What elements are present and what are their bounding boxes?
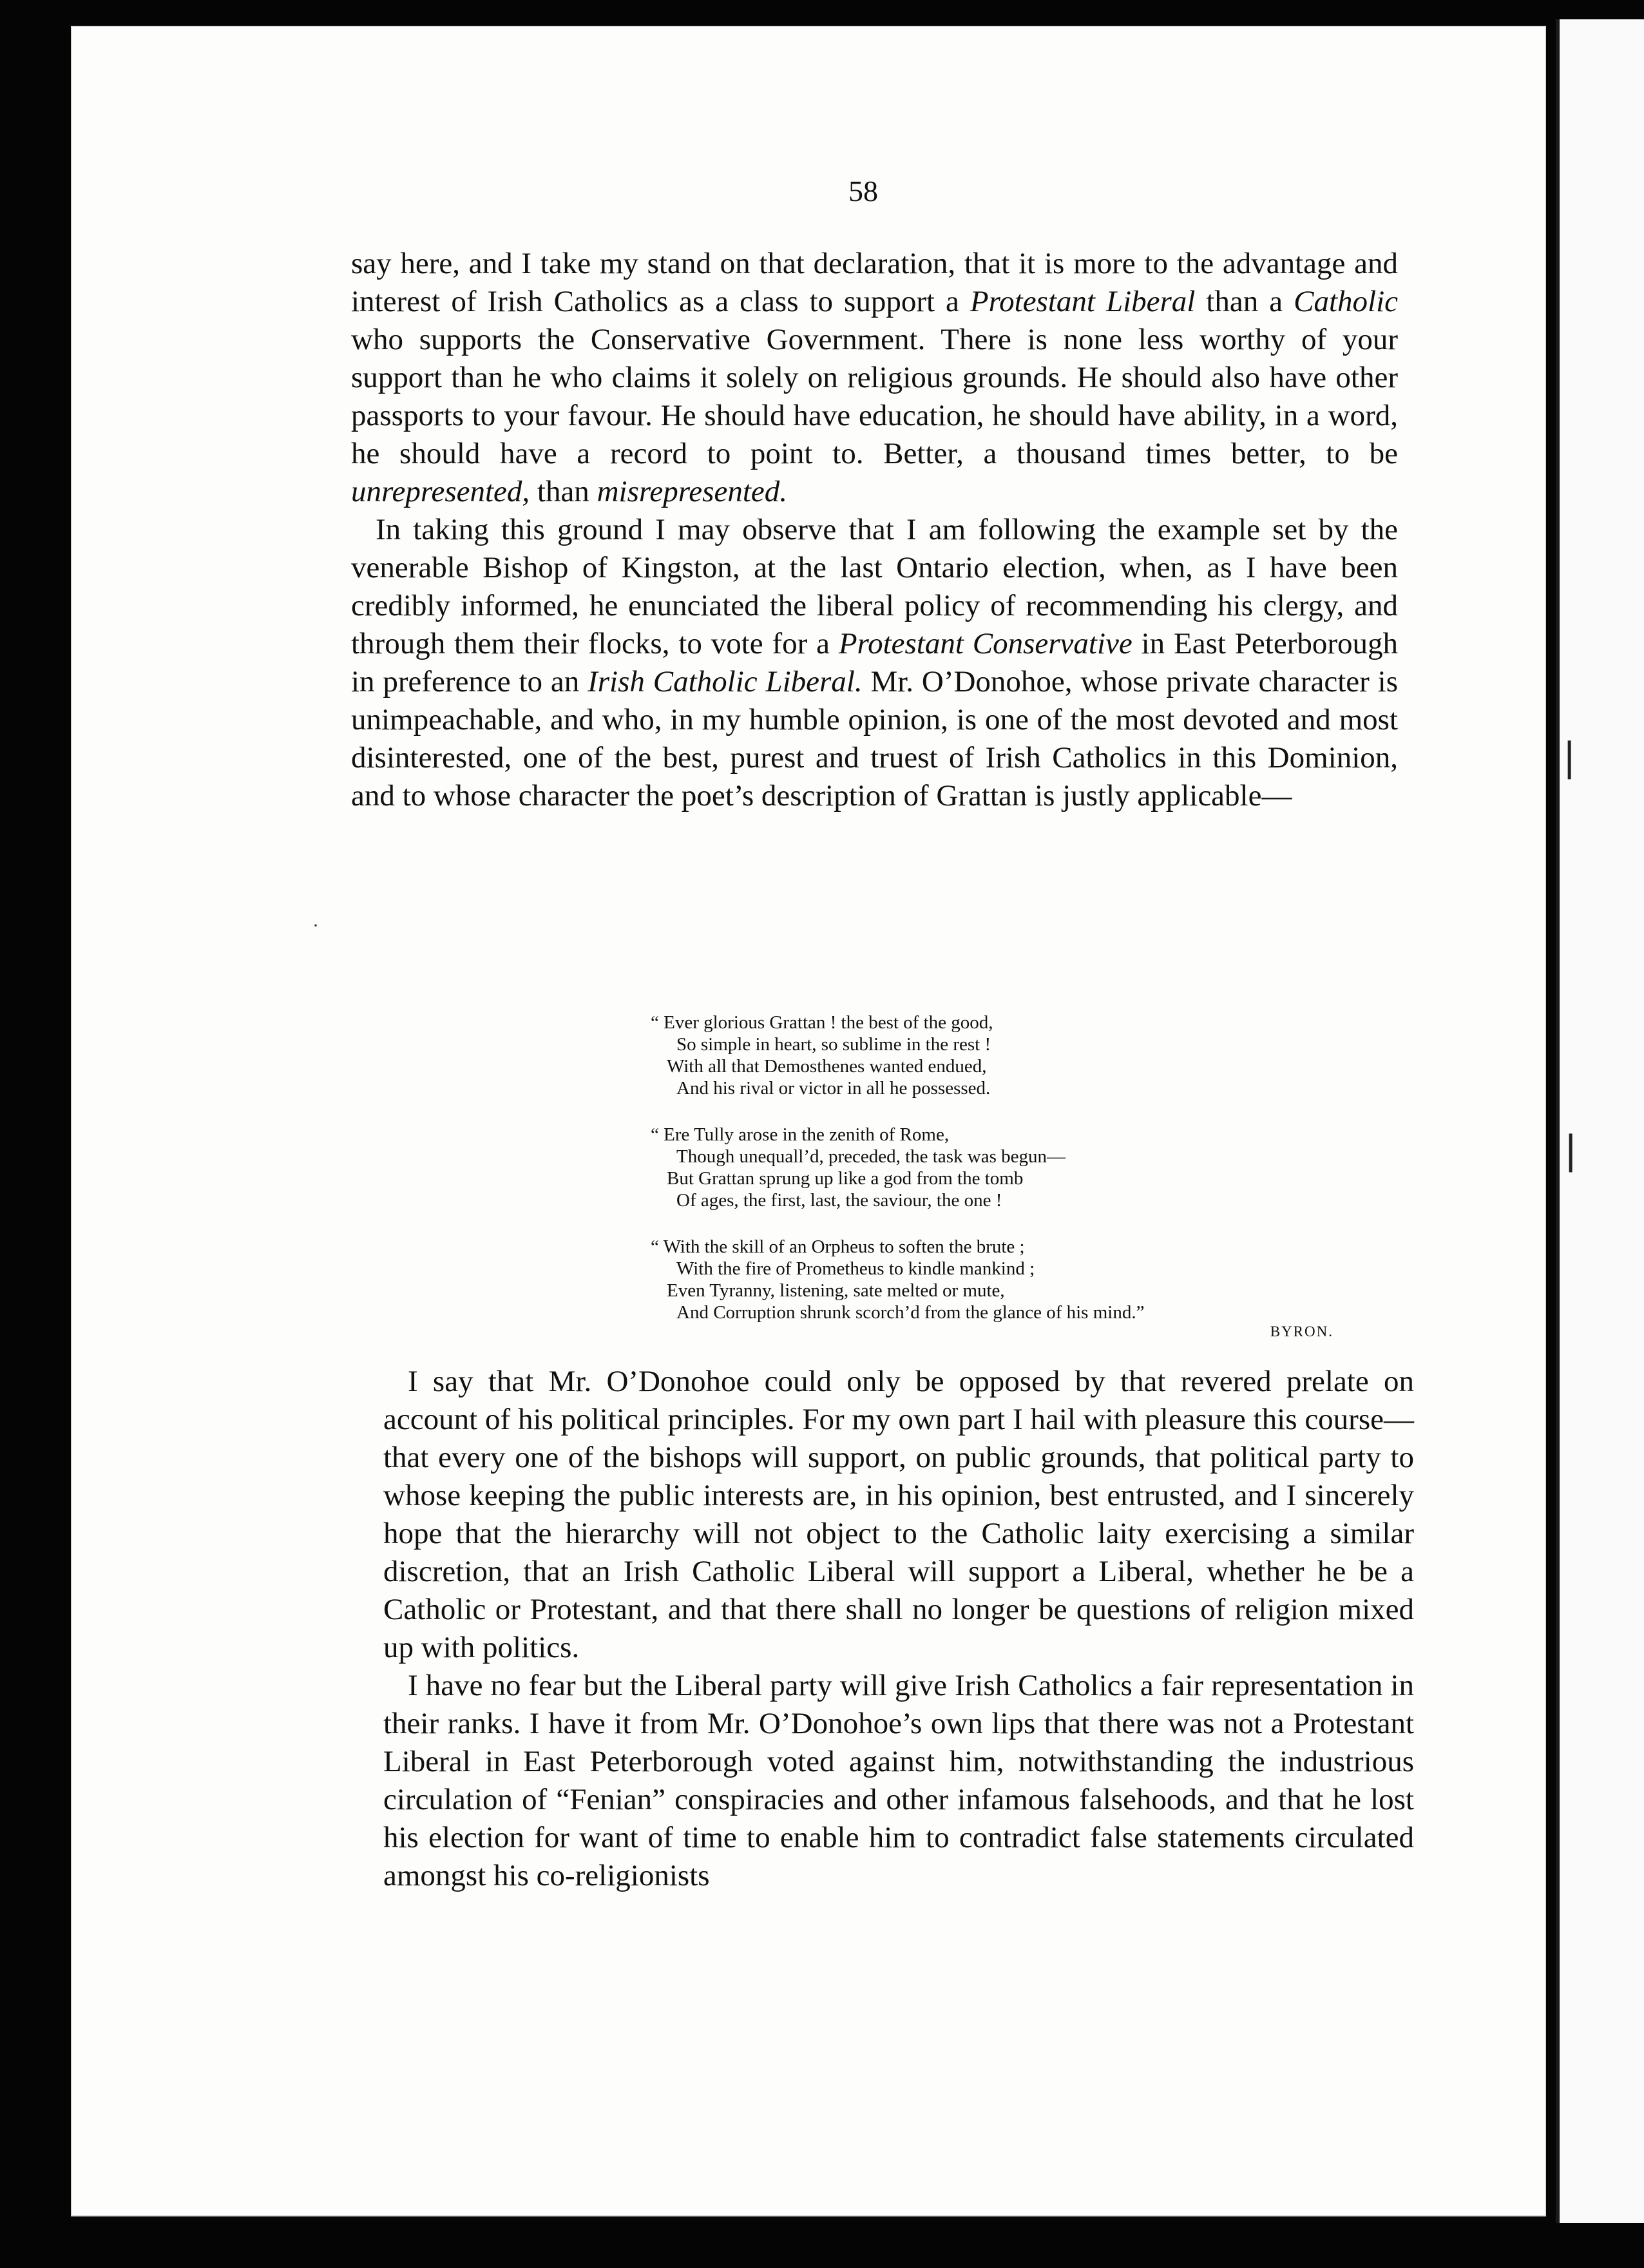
page-number: 58: [848, 175, 878, 207]
paragraph: [351, 511, 1398, 815]
text-run: than: [530, 475, 597, 508]
poem-line: “ With the skill of an Orpheus to soften the brute ;: [651, 1236, 1025, 1257]
italic-text: misrepresented.: [597, 475, 787, 508]
poem-stanza: [651, 1124, 1346, 1211]
edge-mark: ❘: [1553, 736, 1586, 778]
poem-line: With the fire of Prometheus to kindle mankind ;: [676, 1258, 1035, 1279]
poem-line: But Grattan sprung up like a god from the tomb: [667, 1168, 1024, 1189]
text-run: in East Peterborough in preference to an: [351, 627, 1398, 698]
text-run: Mr. O’Donohoe, whose private character is unimpeachable, and who, in my humble opinion, is one of the most devoted and most disinterested, one of the best, purest and truest of Irish Catholics in this Dominion, and to whose character the poet’s description of Grattan is justly applicable—: [351, 665, 1398, 812]
edge-mark: ❘: [1554, 1129, 1587, 1171]
poem-line: “ Ere Tully arose in the zenith of Rome,: [651, 1124, 950, 1145]
poem-line: And Corruption shrunk scorch’d from the glance of his mind.”: [676, 1302, 1145, 1323]
italic-text: Protestant Liberal: [970, 285, 1196, 318]
poem-line: “ Ever glorious Grattan ! the best of the good,: [651, 1012, 993, 1033]
paragraph: I say that Mr. O’Donohoe could only be opposed by that revered prelate on account of his political principles. For my own part I hail with pleasure this course—that every one of the bishops will support, on public grounds, that political party to whose keeping the public interests are, in his opinion, best entrusted, and I sincerely hope that the hierarchy will not object to the Catholic laity exercising a similar discretion, that an Irish Catholic Liberal will support a Liberal, whether he be a Catholic or Protestant, and that there shall no longer be questions of religion mixed up with politics.: [383, 1365, 1414, 1664]
body-text-top: [351, 245, 1398, 815]
italic-text: Protestant Conservative: [838, 627, 1133, 660]
byron-quotation: [651, 1012, 1346, 1343]
poem-stanza: [651, 1012, 1346, 1099]
poem-stanza: [651, 1236, 1346, 1323]
body-text-bottom: [383, 1363, 1414, 1895]
text-run: who supports the Conservative Government. There is none less worthy of your support than he who claims it solely on religious grounds. He should also have other passports to your favour. He should have education, he should have ability, in a word, he should have a record to point to. Better, a thousand times better, to be: [351, 323, 1398, 470]
poem-line: And his rival or victor in all he possessed.: [676, 1078, 991, 1099]
poem-line: Though unequall’d, preceded, the task was begun—: [676, 1146, 1066, 1167]
paragraph: [351, 245, 1398, 511]
text-run: In taking this ground I may observe that I am following the example set by the venerable Bishop of Kingston, at the last Ontario election, when, as I have been credibly informed, he enunciated the liberal policy of recommending his clergy, and through them their flocks, to vote for a: [351, 513, 1398, 660]
italic-text: Catholic: [1294, 285, 1398, 318]
italic-text: unrepresented,: [351, 475, 530, 508]
poem-line: Of ages, the first, last, the saviour, the one !: [676, 1190, 1002, 1211]
paragraph: I have no fear but the Liberal party will give Irish Catholics a fair representation in their ranks. I have it from Mr. O’Donohoe’s own lips that there was not a Protestant Liberal in East Peterborough voted against him, notwithstanding the industrious circulation of “Fenian” conspiracies and other infamous falsehoods, and that he lost his election for want of time to enable him to contradict false statements circulated amongst his co-religionists: [383, 1669, 1414, 1892]
scan-speck: ·: [312, 915, 319, 936]
text-run: than a: [1195, 285, 1294, 318]
poem-line: Even Tyranny, listening, sate melted or mute,: [667, 1280, 1005, 1301]
poem-line: With all that Demosthenes wanted endued,: [667, 1056, 987, 1077]
italic-text: Irish Catholic Liberal.: [588, 665, 863, 698]
adjacent-page-edge: [1553, 19, 1644, 2223]
poem-line: So simple in heart, so sublime in the rest !: [676, 1034, 991, 1055]
text-run: say here, and I take my stand on that declaration, that it is more to the advantage and interest of Irish Catholics as a class to support a: [351, 247, 1398, 318]
poem-attribution: BYRON.: [1270, 1323, 1333, 1340]
